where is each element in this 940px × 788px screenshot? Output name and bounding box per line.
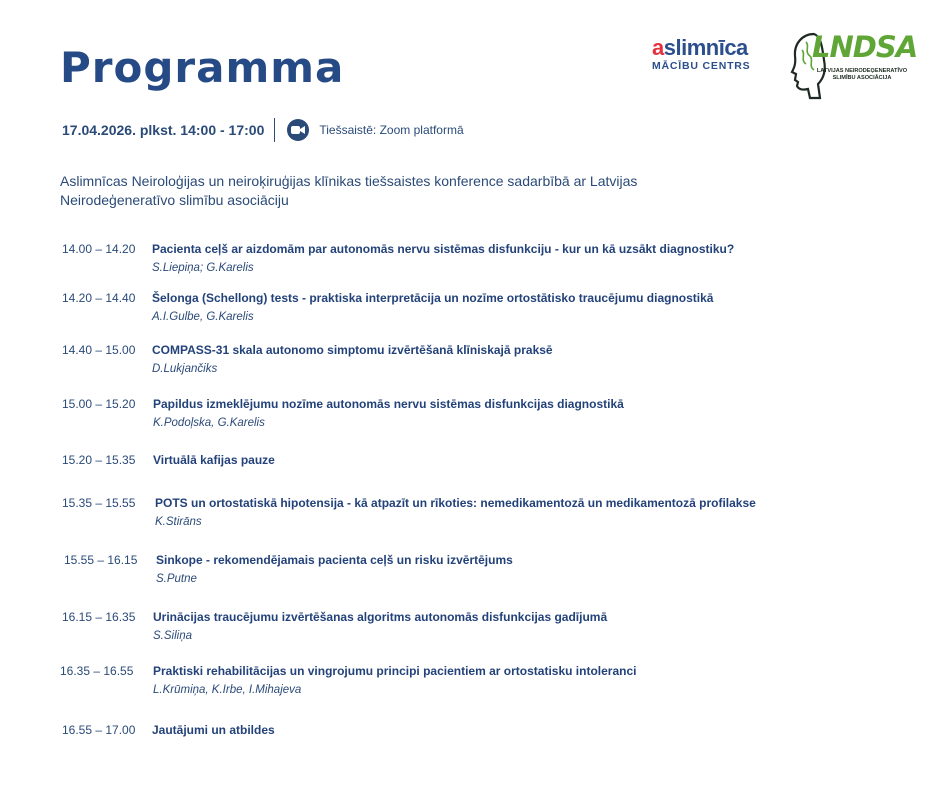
session-time: 16.55 – 17.00	[62, 723, 136, 737]
event-divider	[274, 118, 275, 142]
page-title: Programma	[60, 43, 345, 92]
session-speakers: S.Liepiņa; G.Karelis	[152, 262, 254, 274]
session-topic: Jautājumi un atbildes	[152, 723, 275, 737]
lndsa-logo-wordmark: LNDSA	[812, 30, 918, 64]
session-speakers: S.Siliņa	[153, 630, 192, 642]
intro-text: Aslimnīcas Neiroloģijas un neiroķiruģijas klīnikas tiešsaistes konference sadarbībā ar Latvijas Neirodeģeneratīvo slimību asociāciju	[60, 173, 638, 208]
session-time: 14.00 – 14.20	[62, 242, 136, 256]
session-speakers: S.Putne	[156, 573, 197, 585]
session-time: 15.55 – 16.15	[64, 553, 138, 567]
session-speakers: A.I.Gulbe, G.Karelis	[152, 311, 254, 323]
session-topic: Papildus izmeklējumu nozīme autonomās nervu sistēmas disfunkcijas diagnostikā	[153, 397, 624, 411]
lndsa-logo	[790, 28, 918, 100]
session-speakers: K.Podoļska, G.Karelis	[153, 417, 265, 429]
session-time: 15.00 – 15.20	[62, 397, 136, 411]
session-time: 16.15 – 16.35	[62, 610, 136, 624]
session-speakers: K.Stirāns	[155, 516, 202, 528]
session-topic: Urinācijas traucējumu izvērtēšanas algoritms autonomās disfunkcijas gadījumā	[153, 610, 608, 624]
session-time: 14.20 – 14.40	[62, 291, 136, 305]
lndsa-logo-tagline: LATVIJAS NEIRODEĢENERATĪVO SLIMĪBU ASOCIĀCIJA	[816, 68, 908, 81]
session-topic: Sinkope - rekomendējamais pacienta ceļš un risku izvērtējums	[156, 553, 513, 567]
event-location: Tiešsaistē: Zoom platformā	[319, 123, 464, 137]
session-time: 15.35 – 15.55	[62, 496, 136, 510]
session-topic: Šelonga (Schellong) tests - praktiska interpretācija un nozīme ortostātisko traucējumu diagnostikā	[152, 291, 714, 305]
session-time: 16.35 – 16.55	[60, 664, 134, 678]
aslimnica-logo-wordmark: aslimnīca	[652, 35, 748, 60]
zoom-video-camera-icon	[287, 119, 309, 141]
aslimnica-logo	[652, 37, 762, 72]
session-topic: COMPASS-31 skala autonomo simptomu izvērtēšanā klīniskajā praksē	[152, 343, 553, 357]
session-topic: POTS un ortostatiskā hipotensija - kā atpazīt un rīkoties: nemedikamentozā un medikamentozā profilakse	[155, 496, 756, 510]
session-speakers: L.Krūmiņa, K.Irbe, I.Mihajeva	[153, 684, 302, 696]
session-time: 14.40 – 15.00	[62, 343, 136, 357]
session-time: 15.20 – 15.35	[62, 453, 136, 467]
event-info	[62, 118, 464, 142]
event-date: 17.04.2026. plkst. 14:00 - 17:00	[62, 122, 265, 138]
session-speakers: D.Lukjančiks	[152, 363, 218, 375]
session-topic: Virtuālā kafijas pauze	[153, 453, 275, 467]
aslimnica-logo-subtitle: MĀCĪBU CENTRS	[652, 60, 751, 72]
session-topic: Pacienta ceļš ar aizdomām par autonomās nervu sistēmas disfunkciju - kur un kā uzsākt diagnostiku?	[152, 242, 735, 256]
session-topic: Praktiski rehabilitācijas un vingrojumu principi pacientiem ar ortostatisku intoleranci	[153, 664, 637, 678]
